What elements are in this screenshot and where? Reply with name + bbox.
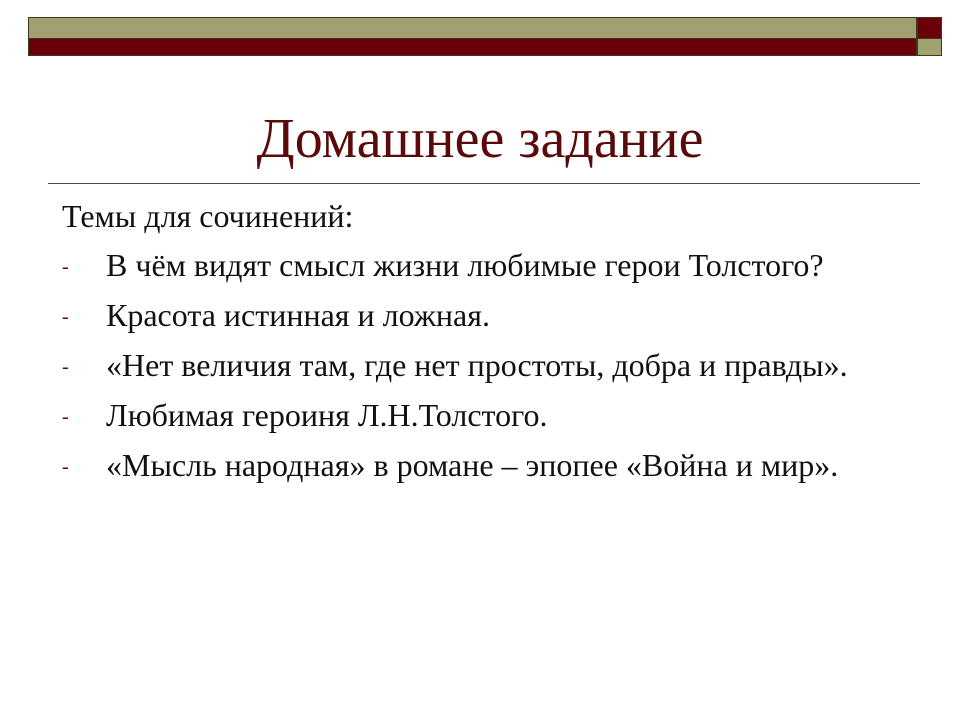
topic-text: Любимая героиня Л.Н.Толстого. [106, 397, 548, 433]
bullet-dash: - [62, 406, 69, 428]
title-divider [48, 183, 920, 184]
list-item [62, 446, 922, 484]
bullet-dash: - [62, 256, 69, 278]
bullet-dash: - [62, 306, 69, 328]
topic-text: «Нет величия там, где нет простоты, добра и правды». [106, 347, 848, 383]
list-item [62, 246, 922, 284]
header-bar-olive [28, 17, 917, 39]
header-square-maroon [917, 17, 942, 39]
list-item [62, 396, 922, 434]
topic-text: «Мысль народная» в романе – эпопее «Война и мир». [106, 447, 839, 483]
topic-text: Красота истинная и ложная. [106, 297, 490, 333]
topic-text: В чём видят смысл жизни любимые герои Толстого? [106, 247, 824, 283]
topics-list [62, 246, 922, 496]
topics-heading: Темы для сочинений: [62, 198, 354, 234]
list-item [62, 296, 922, 334]
header-bar-maroon [28, 38, 917, 56]
header-square-olive [917, 38, 942, 56]
slide-title: Домашнее задание [256, 108, 704, 170]
bullet-dash: - [62, 356, 69, 378]
bullet-dash: - [62, 456, 69, 478]
list-item [62, 346, 922, 384]
